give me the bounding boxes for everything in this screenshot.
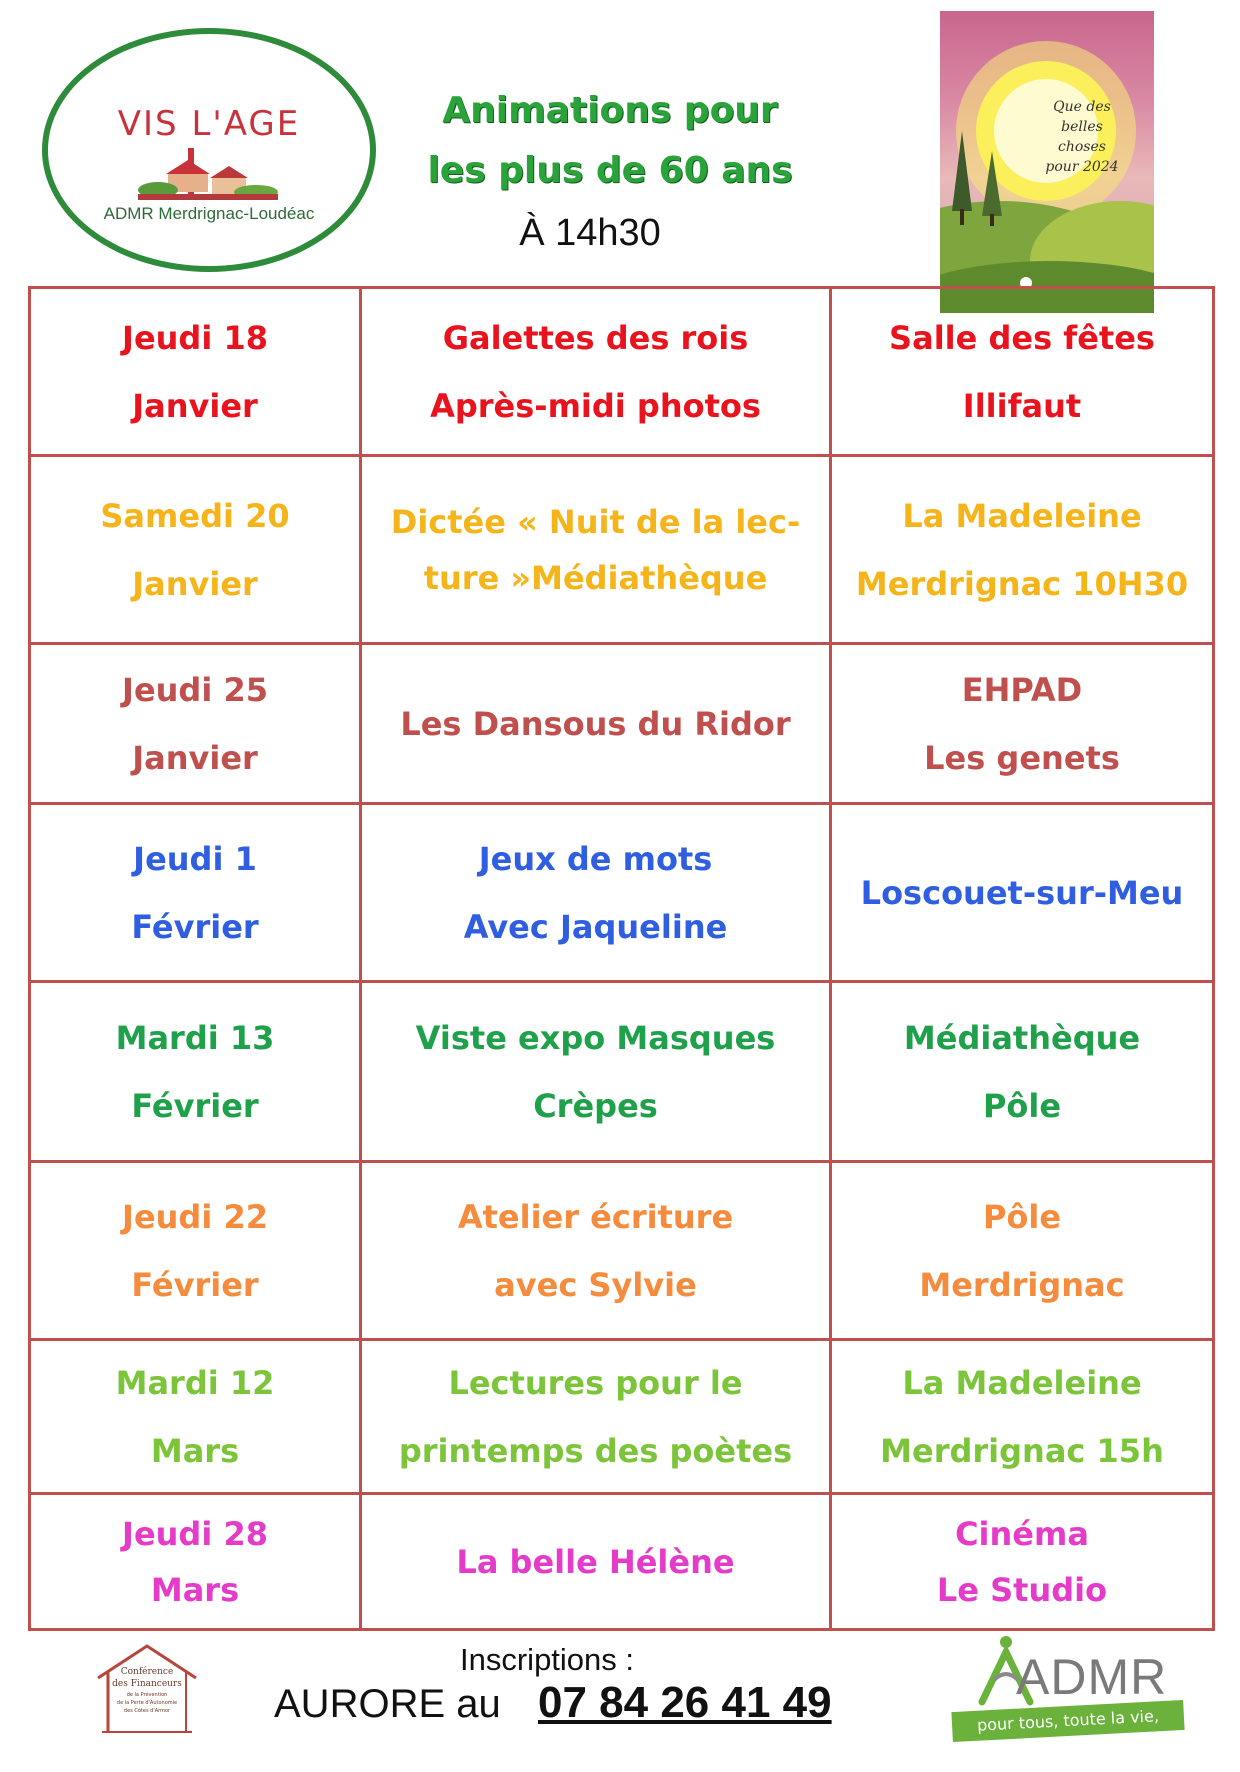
contact-phone: 07 84 26 41 49 [538,1678,832,1727]
place-line: Merdrignac 15h [880,1431,1164,1470]
activity-cell [361,804,831,982]
place-line: Médiathèque [903,1018,1141,1057]
date-line: Février [131,1086,259,1125]
date-line: Jeudi 1 [133,839,257,878]
table-row [30,982,1214,1162]
activity-line: Après-midi photos [430,386,761,425]
admr-name: ADMR [1016,1649,1168,1705]
table-row [30,456,1214,644]
date-cell [30,644,361,804]
activity-cell [361,1494,831,1630]
place-line: Cinéma [955,1514,1089,1553]
place-cell [831,288,1214,456]
logo-subtitle: ADMR Merdrignac-Loudéac [103,204,315,223]
date-line: Jeudi 25 [122,670,268,709]
date-line: Jeudi 22 [122,1197,268,1236]
place-line: Les genets [924,738,1120,777]
activity-line: Dictée « Nuit de la lec- [390,502,801,541]
poster-image [940,11,1154,313]
activity-cell [361,1340,831,1494]
date-cell [30,1340,361,1494]
admr-logo [952,1632,1192,1762]
place-line: La Madeleine [902,496,1142,535]
svg-text:des Côtes d'Armor: des Côtes d'Armor [123,1708,171,1714]
activity-line: Crèpes [533,1086,658,1125]
place-cell [831,1494,1214,1630]
date-line: Janvier [132,738,258,777]
place-line: EHPAD [961,670,1083,709]
poster-line: belles [1061,119,1103,135]
place-line: Merdrignac 10H30 [855,564,1189,603]
header-time: À 14h30 [519,212,661,254]
place-line: Illifaut [962,386,1082,425]
activity-cell [361,644,831,804]
vis-lage-logo [42,28,376,272]
place-line: Pôle [982,1086,1062,1125]
inscriptions-label: Inscriptions : [460,1642,635,1677]
place-cell [831,982,1214,1162]
place-line: Loscouet-sur-Meu [860,873,1184,912]
date-line: Jeudi 18 [122,318,268,357]
schedule-table [28,286,1215,1631]
activity-line: Galettes des rois [442,318,749,357]
svg-text:de la Prévention: de la Prévention [126,1692,168,1698]
logo-title: VIS L'AGE [117,104,301,144]
activity-cell [361,982,831,1162]
place-line: Salle des fêtes [889,318,1155,357]
activity-cell [361,456,831,644]
place-cell [831,804,1214,982]
place-line: Le Studio [936,1570,1108,1609]
date-cell [30,456,361,644]
date-cell [30,1162,361,1340]
date-line: Mars [150,1570,240,1609]
date-line: Février [131,1265,259,1304]
svg-text:Conférence: Conférence [120,1667,174,1677]
table-row [30,804,1214,982]
header-title-line2: les plus de 60 ans [427,150,793,191]
place-cell [831,456,1214,644]
date-cell [30,1494,361,1630]
date-line: Samedi 20 [100,496,290,535]
table-row [30,1494,1214,1630]
place-line: La Madeleine [902,1363,1142,1402]
poster-line: Que des [1053,99,1111,115]
date-cell [30,288,361,456]
village-icon [128,144,288,204]
poster-text [1032,97,1132,177]
place-cell [831,644,1214,804]
activity-line: Lectures pour le [448,1363,743,1402]
date-line: Jeudi 28 [122,1514,268,1553]
place-line: Pôle [982,1197,1062,1236]
date-line: Janvier [132,386,258,425]
svg-text:de la Perte d'Autonomie: de la Perte d'Autonomie [116,1700,178,1706]
activity-line: Atelier écriture [457,1197,734,1236]
activity-cell [361,1162,831,1340]
poster-line: choses [1058,139,1106,155]
place-cell [831,1162,1214,1340]
table-row [30,644,1214,804]
activity-line: Les Dansous du Ridor [400,704,791,743]
place-line: Merdrignac [919,1265,1125,1304]
admr-tagline: pour tous, toute la vie, partout [951,1700,1184,1742]
header-title-line1: Animations pour [442,90,778,131]
place-cell [831,1340,1214,1494]
table-row [30,1162,1214,1340]
contact-name: AURORE au [274,1682,501,1726]
date-cell [30,804,361,982]
svg-text:des Financeurs: des Financeurs [112,1679,182,1689]
activity-line: avec Sylvie [494,1265,697,1304]
date-line: Janvier [132,564,258,603]
activity-line: Jeux de mots [478,839,713,878]
table-row [30,1340,1214,1494]
poster-line: pour 2024 [1045,159,1119,175]
table-row [30,288,1214,456]
date-cell [30,982,361,1162]
date-line: Mars [150,1431,240,1470]
activity-line: printemps des poètes [398,1431,793,1470]
activity-line: Avec Jaqueline [463,907,728,946]
activity-cell [361,288,831,456]
activity-line: ture »Médiathèque [423,558,768,597]
activity-line: La belle Hélène [456,1542,735,1581]
conference-financeurs-logo [92,1640,202,1740]
activity-line: Viste expo Masques [415,1018,776,1057]
date-line: Mardi 12 [115,1363,275,1402]
date-line: Février [131,907,259,946]
date-line: Mardi 13 [115,1018,275,1057]
